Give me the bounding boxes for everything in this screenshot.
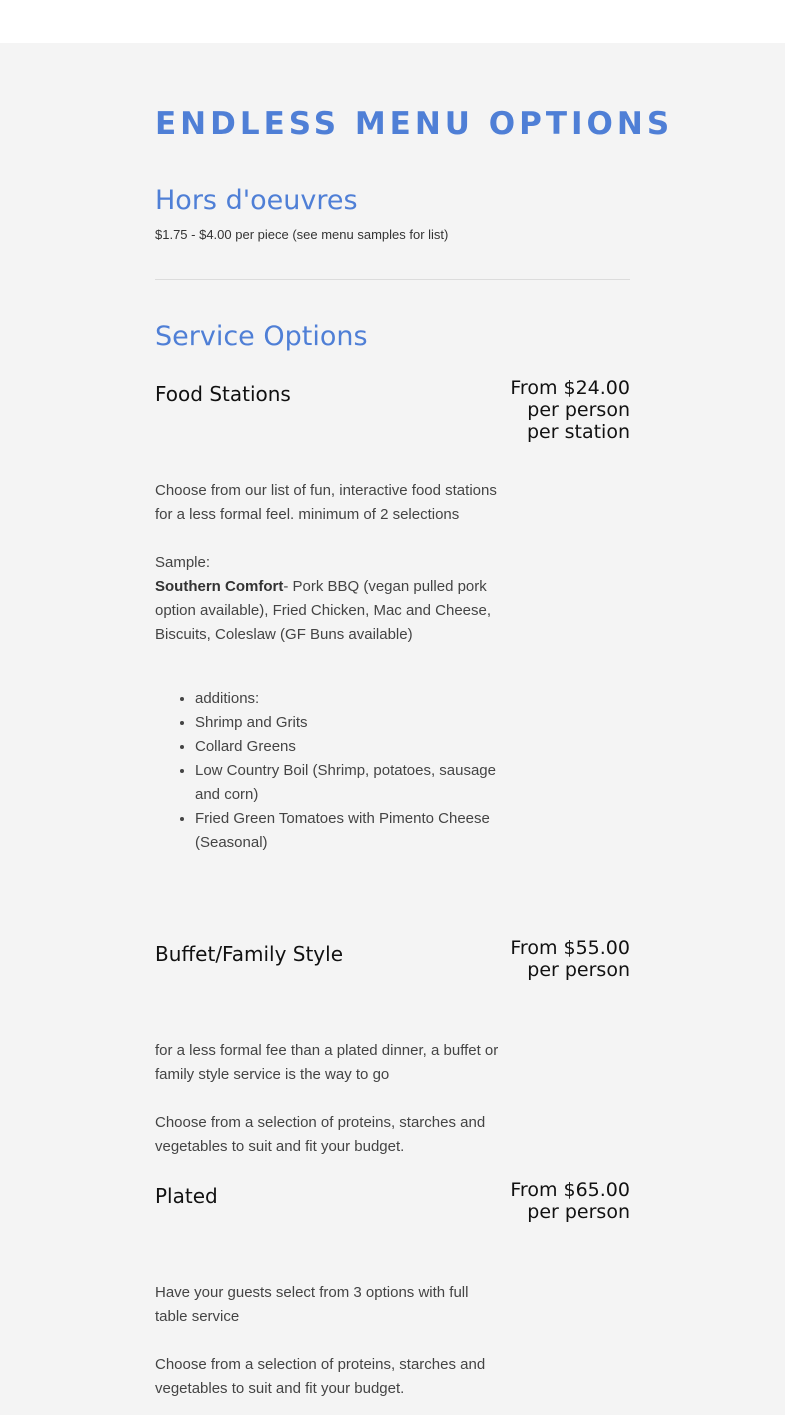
plated-title: Plated <box>155 1184 218 1208</box>
food-stations-body <box>155 479 505 855</box>
buffet-title: Buffet/Family Style <box>155 942 344 966</box>
hors-doeuvres-heading: Hors d'oeuvres <box>155 185 358 216</box>
sample-name: Southern Comfort <box>155 578 284 595</box>
plated-price: From $65.00 per person <box>510 1179 630 1223</box>
hors-doeuvres-price-note: $1.75 - $4.00 per piece (see menu samples for list) <box>155 227 449 242</box>
plated-description: Have your guests select from 3 options with full table service <box>155 1284 469 1325</box>
food-stations-price: From $24.00 per person per station <box>510 377 630 443</box>
list-item: • additions: <box>195 687 505 711</box>
plated-detail: Choose from a selection of proteins, starches and vegetables to suit and fit your budget. <box>155 1356 486 1397</box>
buffet-detail: Choose from a selection of proteins, starches and vegetables to suit and fit your budget. <box>155 1114 486 1155</box>
service-options-heading: Service Options <box>155 321 368 352</box>
list-item: • Fried Green Tomatoes with Pimento Cheese (Seasonal) <box>195 807 505 855</box>
food-stations-description: Choose from our list of fun, interactive food stations for a less formal feel. minimum of 2 selections <box>155 482 497 523</box>
buffet-body <box>155 1039 505 1183</box>
list-item: • Shrimp and Grits <box>195 711 505 735</box>
additions-list <box>155 687 505 855</box>
food-stations-title: Food Stations <box>155 382 291 406</box>
plated-body <box>155 1281 505 1415</box>
list-item: • Collard Greens <box>195 735 505 759</box>
section-divider <box>155 279 630 280</box>
food-stations-sample <box>155 551 505 647</box>
sample-detail: - Pork BBQ (vegan pulled pork option available), Fried Chicken, Mac and Cheese, Biscuits, Coleslaw (GF Buns available) <box>155 578 492 643</box>
sample-label: Sample: <box>155 554 211 571</box>
buffet-description: for a less formal fee than a plated dinner, a buffet or family style service is the way to go <box>155 1042 499 1083</box>
buffet-price: From $55.00 per person <box>510 937 630 981</box>
menu-options-section <box>0 43 785 1415</box>
page-title: ENDLESS MENU OPTIONS <box>155 106 674 142</box>
top-band <box>0 0 785 43</box>
list-item: • Low Country Boil (Shrimp, potatoes, sausage and corn) <box>195 759 505 807</box>
